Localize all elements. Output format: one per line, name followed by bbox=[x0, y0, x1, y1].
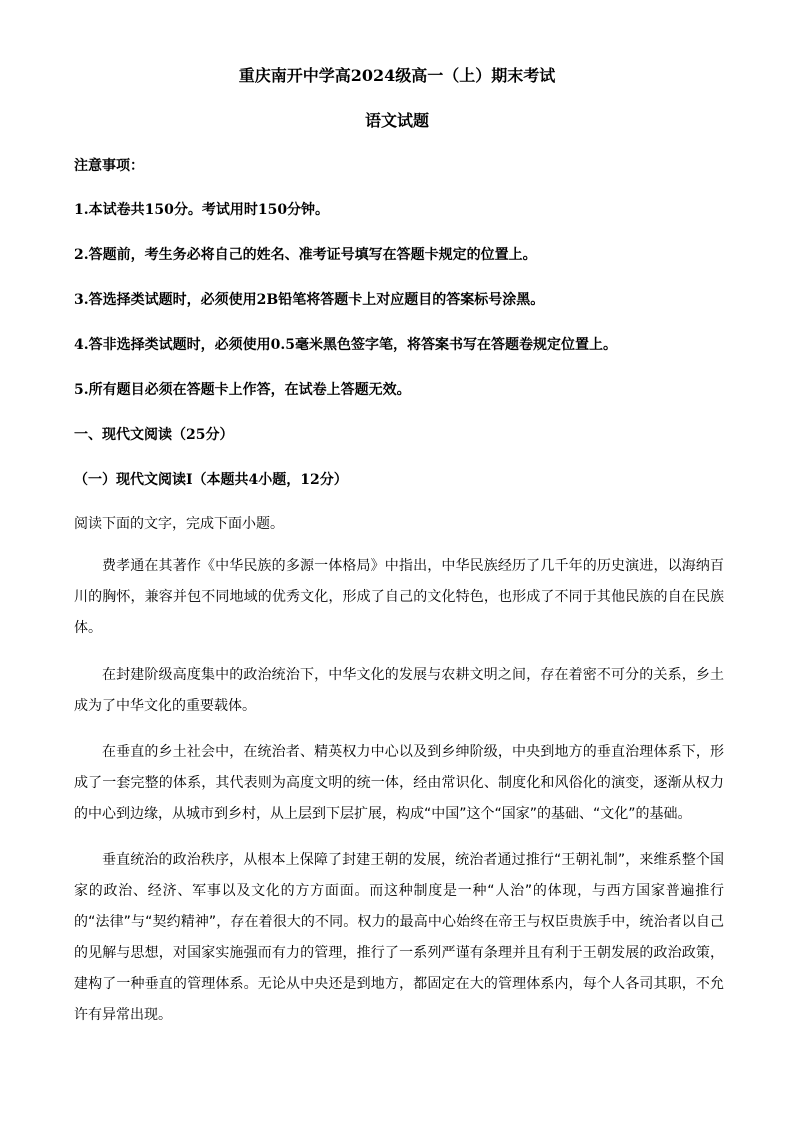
passage-paragraph-1: 费孝通在其著作《中华民族的多源一体格局》中指出，中华民族经历了几千年的历史演进，以海纳百川的胸怀，兼容并包不同地域的优秀文化，形成了自己的文化特色，也形成了不同于其他民族的自在民族体。 bbox=[74, 558, 724, 636]
passage-paragraph-3: 在垂直的乡土社会中，在统治者、精英权力中心以及到乡绅阶级，中央到地方的垂直治理体系下，形成了一套完整的体系，其代表则为高度文明的统一体，经由常识化、制度化和风俗化的演变，逐渐从权力的中心到边缘，从城市到乡村，从上层到下层扩展，构成“中国”这个“国家”的基础、“文化”的基础。 bbox=[74, 744, 724, 822]
notice-item-5: 5.所有题目必须在答题卡上作答，在试卷上答题无效。 bbox=[74, 382, 411, 398]
passage-paragraph-4: 垂直统治的政治秩序，从根本上保障了封建王朝的发展，统治者通过推行“王朝礼制”，来维系整个国家的政治、经济、军事以及文化的方方面面。而这种制度是一种“人治”的体现，与西方国家普遍推行的“法律”与“契约精神”，存在着很大的不同。权力的最高中心始终在帝王与权臣贵族手中，统治者以自己的见解与思想，对国家实施强而有力的管理，推行了一系列严谨有条理并且有利于王朝发展的政治政策，建构了一种垂直的管理体系。无论从中央还是到地方，都固定在大的管理体系内，每个人各司其职，不允许有异常出现。 bbox=[74, 852, 724, 1023]
subsection-heading: （一）现代文阅读Ⅰ（本题共4小题，12分） bbox=[74, 472, 348, 488]
notice-heading: 注意事项： bbox=[74, 158, 144, 174]
exam-title: 重庆南开中学高2024级高一（上）期末考试 bbox=[238, 66, 556, 85]
section-heading: 一、现代文阅读（25分） bbox=[74, 427, 234, 443]
notice-item-1: 1.本试卷共150分。考试用时150分钟。 bbox=[74, 202, 330, 218]
notice-item-2: 2.答题前，考生务必将自己的姓名、准考证号填写在答题卡规定的位置上。 bbox=[74, 247, 537, 263]
reading-instruction: 阅读下面的文字，完成下面小题。 bbox=[74, 516, 284, 532]
notice-item-4: 4.答非选择类试题时，必须使用0.5毫米黑色签字笔，将答案书写在答题卷规定位置上。 bbox=[74, 337, 617, 353]
notice-item-3: 3.答选择类试题时，必须使用2B铅笔将答题卡上对应题目的答案标号涂黑。 bbox=[74, 292, 545, 308]
passage-paragraph-2: 在封建阶级高度集中的政治统治下，中华文化的发展与农耕文明之间，存在着密不可分的关系，乡土成为了中华文化的重要载体。 bbox=[74, 667, 724, 714]
exam-subtitle: 语文试题 bbox=[364, 111, 429, 130]
